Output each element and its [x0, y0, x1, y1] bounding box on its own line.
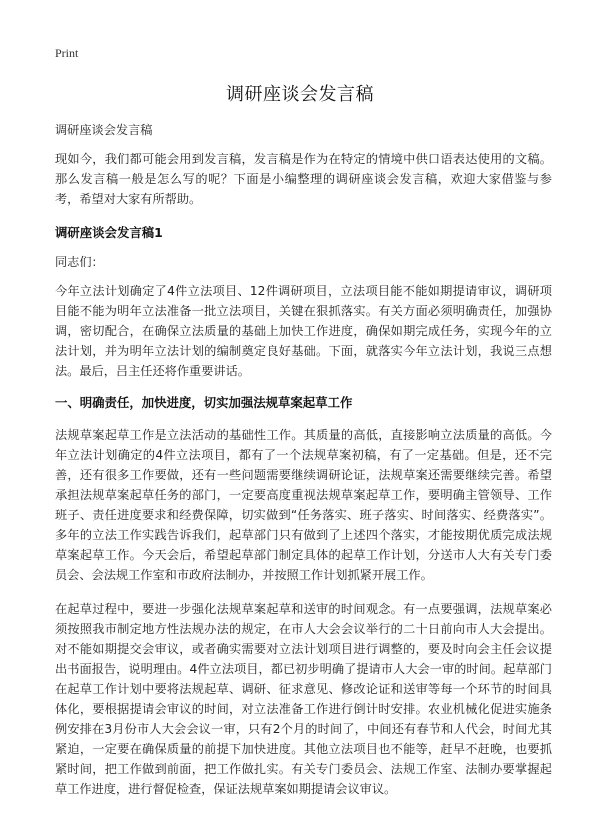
paragraph-3: 在起草过程中，要进一步强化法规草案起草和送审的时间观念。有一点要强调，法规草案必须按照我市制定地方性法规办法的规定，在市人大会会议举行的二十日前向市人大会提出。对不能如期提交会审议，或者确实需要对立法计划项目进行调整的，要及时向会主任会议提出书面报告，说明理由。4件立法项目，都已初步明确了提请市人大会一审的时间。起草部门在起草工作计划中要将法规起草、调研、征求意见、修改论证和送审等每一个环节的时间具体化，要根据提请会审议的时间，对立法准备工作进行倒计时安排。农业机械化促进实施条例安排在3月份市人大会会议一审，只有2个月的时间了，中间还有春节和人代会，时间尤其紧迫，一定要在确保质量的前提下加快进度。其他立法项目也不能等，赶早不赶晚，也要抓紧时间，把工作做到前面，把工作做扎实。有关专门委员会、法规工作室、法制办要掌握起草工作进度，进行督促检查，保证法规草案如期提请会议审议。 — [55, 602, 552, 796]
paragraph-1: 今年立法计划确定了4件立法项目、12件调研项目，立法项目能不能如期提请审议，调研项目能不能为明年立法准备一批立法项目，关键在狠抓落实。有关方面必须明确责任，加强协调，密切配合，在确保立法质量的基础上加快工作进度，确保如期完成任务，实现今年的立法计划，并为明年立法计划的编制奠定良好基础。下面，就落实今年立法计划，我说三点想法。最后，吕主任还将作重要讲话。 — [55, 284, 552, 378]
page-title: 调研座谈会发言稿 — [226, 84, 374, 105]
article-subtitle: 调研座谈会发言稿 — [55, 123, 153, 137]
article-body — [55, 120, 552, 799]
heading-one: 一、明确责任，加快进度，切实加强法规草案起草工作 — [55, 395, 353, 410]
salutation: 同志们： — [55, 255, 104, 269]
print-link[interactable]: Print — [55, 46, 79, 60]
paragraph-2: 法规草案起草工作是立法活动的基础性工作。其质量的高低，直接影响立法质量的高低。今年立法计划确定的4件立法项目，都有了一个法规草案初稿，有了一定基础。但是，还不完善，还有很多工作要做，还有一些问题需要继续调研论证，法规草案还需要继续完善。希望承担法规草案起草任务的部门，一定要高度重视法规草案起草工作，要明确主管领导、工作班子、责任进度要求和经费保障，切实做到“任务落实、班子落实、时间落实、经费落实”。多年的立法工作实践告诉我们，起草部门只有做到了上述四个落实，才能按期优质完成法规草案起草工作。今天会后，希望起草部门制定具体的起草工作计划，分送市人大有关专门委员会、会法规工作室和市政府法制办，并按照工作计划抓紧开展工作。 — [55, 428, 552, 582]
section-title: 调研座谈会发言稿1 — [55, 225, 163, 240]
intro-paragraph: 现如今，我们都可能会用到发言稿，发言稿是作为在特定的情境中供口语表达使用的文稿。那么发言稿一般是怎么写的呢？下面是小编整理的调研座谈会发言稿，欢迎大家借鉴与参考，希望对大家有所帮助。 — [55, 152, 552, 206]
